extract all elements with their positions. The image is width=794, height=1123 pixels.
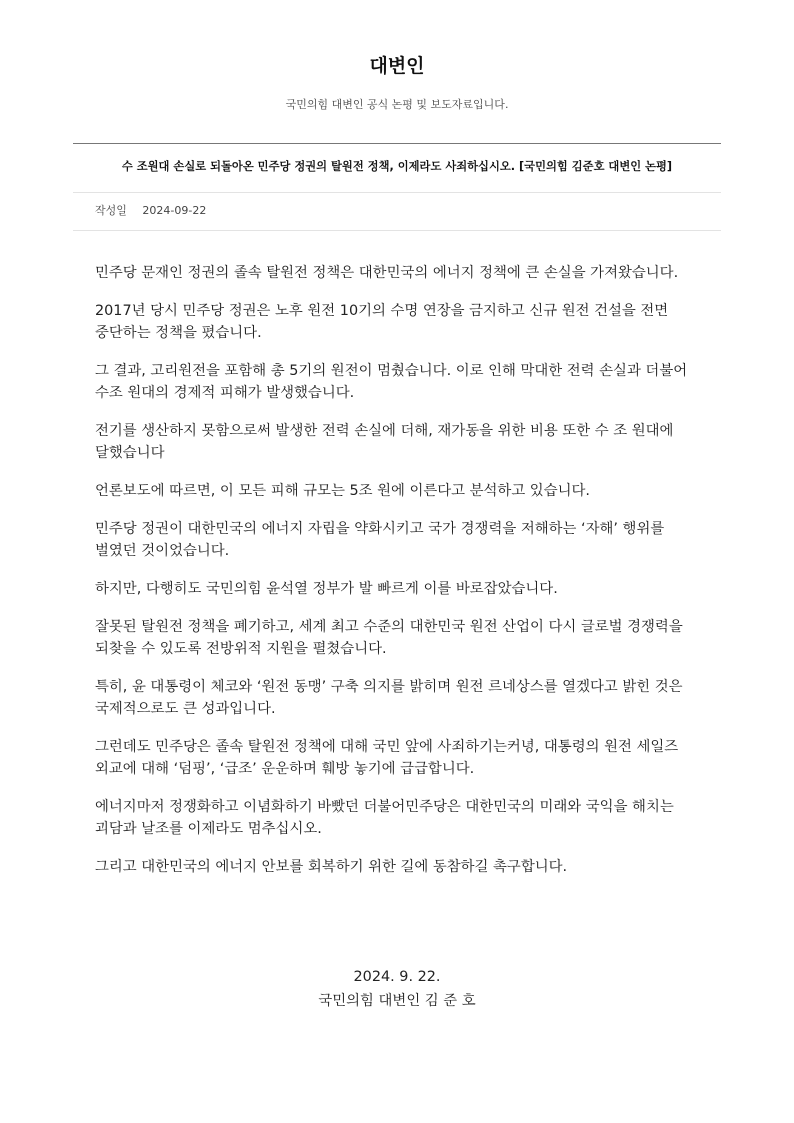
signature-name: 국민의힘 대변인 김 준 호 (318, 993, 476, 1009)
paragraph: 그런데도 민주당은 졸속 탈원전 정책에 대해 국민 앞에 사죄하기는커녕, 대통령의 원전 세일즈 외교에 대해 ‘덤핑’, ‘급조’ 운운하며 훼방 놓기에 급급합니다. (95, 739, 679, 777)
paragraph: 하지만, 다행히도 국민의힘 윤석열 정부가 발 빠르게 이를 바로잡았습니다. (95, 581, 558, 597)
paragraph: 그리고 대한민국의 에너지 안보를 회복하기 위한 길에 동참하길 촉구합니다. (95, 859, 568, 875)
paragraph: 특히, 윤 대통령이 체코와 ‘원전 동맹’ 구축 의지를 밝히며 원전 르네상스를 열겠다고 밝힌 것은 국제적으로도 큰 성과입니다. (95, 679, 683, 717)
paragraph: 민주당 정권이 대한민국의 에너지 자립을 약화시키고 국가 경쟁력을 저해하는 ‘자해’ 행위를 벌였던 것이었습니다. (95, 521, 665, 559)
paragraph: 전기를 생산하지 못함으로써 발생한 전력 손실에 더해, 재가동을 위한 비용 또한 수 조 원대에 달했습니다 (95, 423, 674, 461)
paragraph: 2017년 당시 민주당 정권은 노후 원전 10기의 수명 연장을 금지하고 신규 원전 건설을 전면 중단하는 정책을 폈습니다. (95, 303, 669, 341)
article-meta (95, 202, 206, 220)
paragraph: 잘못된 탈원전 정책을 폐기하고, 세계 최고 수준의 대한민국 원전 산업이 다시 글로벌 경쟁력을 되찾을 수 있도록 전방위적 지원을 펼쳤습니다. (95, 619, 683, 657)
title-divider (73, 192, 721, 193)
site-title[interactable]: 대변인 (369, 55, 425, 77)
header-divider (73, 143, 721, 144)
paragraph: 언론보도에 따르면, 이 모든 피해 규모는 5조 원에 이른다고 분석하고 있습니다. (95, 483, 590, 499)
meta-divider (73, 230, 721, 231)
signature-block (0, 965, 794, 1013)
article-title: 수 조원대 손실로 되돌아온 민주당 정권의 탈원전 정책, 이제라도 사죄하십시오. [국민의힘 김준호 대변인 논평] (121, 160, 673, 173)
article-body (95, 262, 700, 894)
paragraph: 그 결과, 고리원전을 포함해 총 5기의 원전이 멈췄습니다. 이로 인해 막대한 전력 손실과 더불어 수조 원대의 경제적 피해가 발생했습니다. (95, 363, 688, 401)
paragraph: 에너지마저 정쟁화하고 이념화하기 바빴던 더불어민주당은 대한민국의 미래와 국익을 해치는 괴담과 날조를 이제라도 멈추십시오. (95, 799, 674, 837)
page-header (0, 52, 794, 113)
date-value: 2024-09-22 (142, 204, 207, 217)
site-subtitle: 국민의힘 대변인 공식 논평 및 보도자료입니다. (285, 98, 509, 111)
signature-date: 2024. 9. 22. (353, 969, 441, 985)
date-label: 작성일 (95, 204, 127, 217)
paragraph: 민주당 문재인 정권의 졸속 탈원전 정책은 대한민국의 에너지 정책에 큰 손실을 가져왔습니다. (95, 265, 679, 281)
